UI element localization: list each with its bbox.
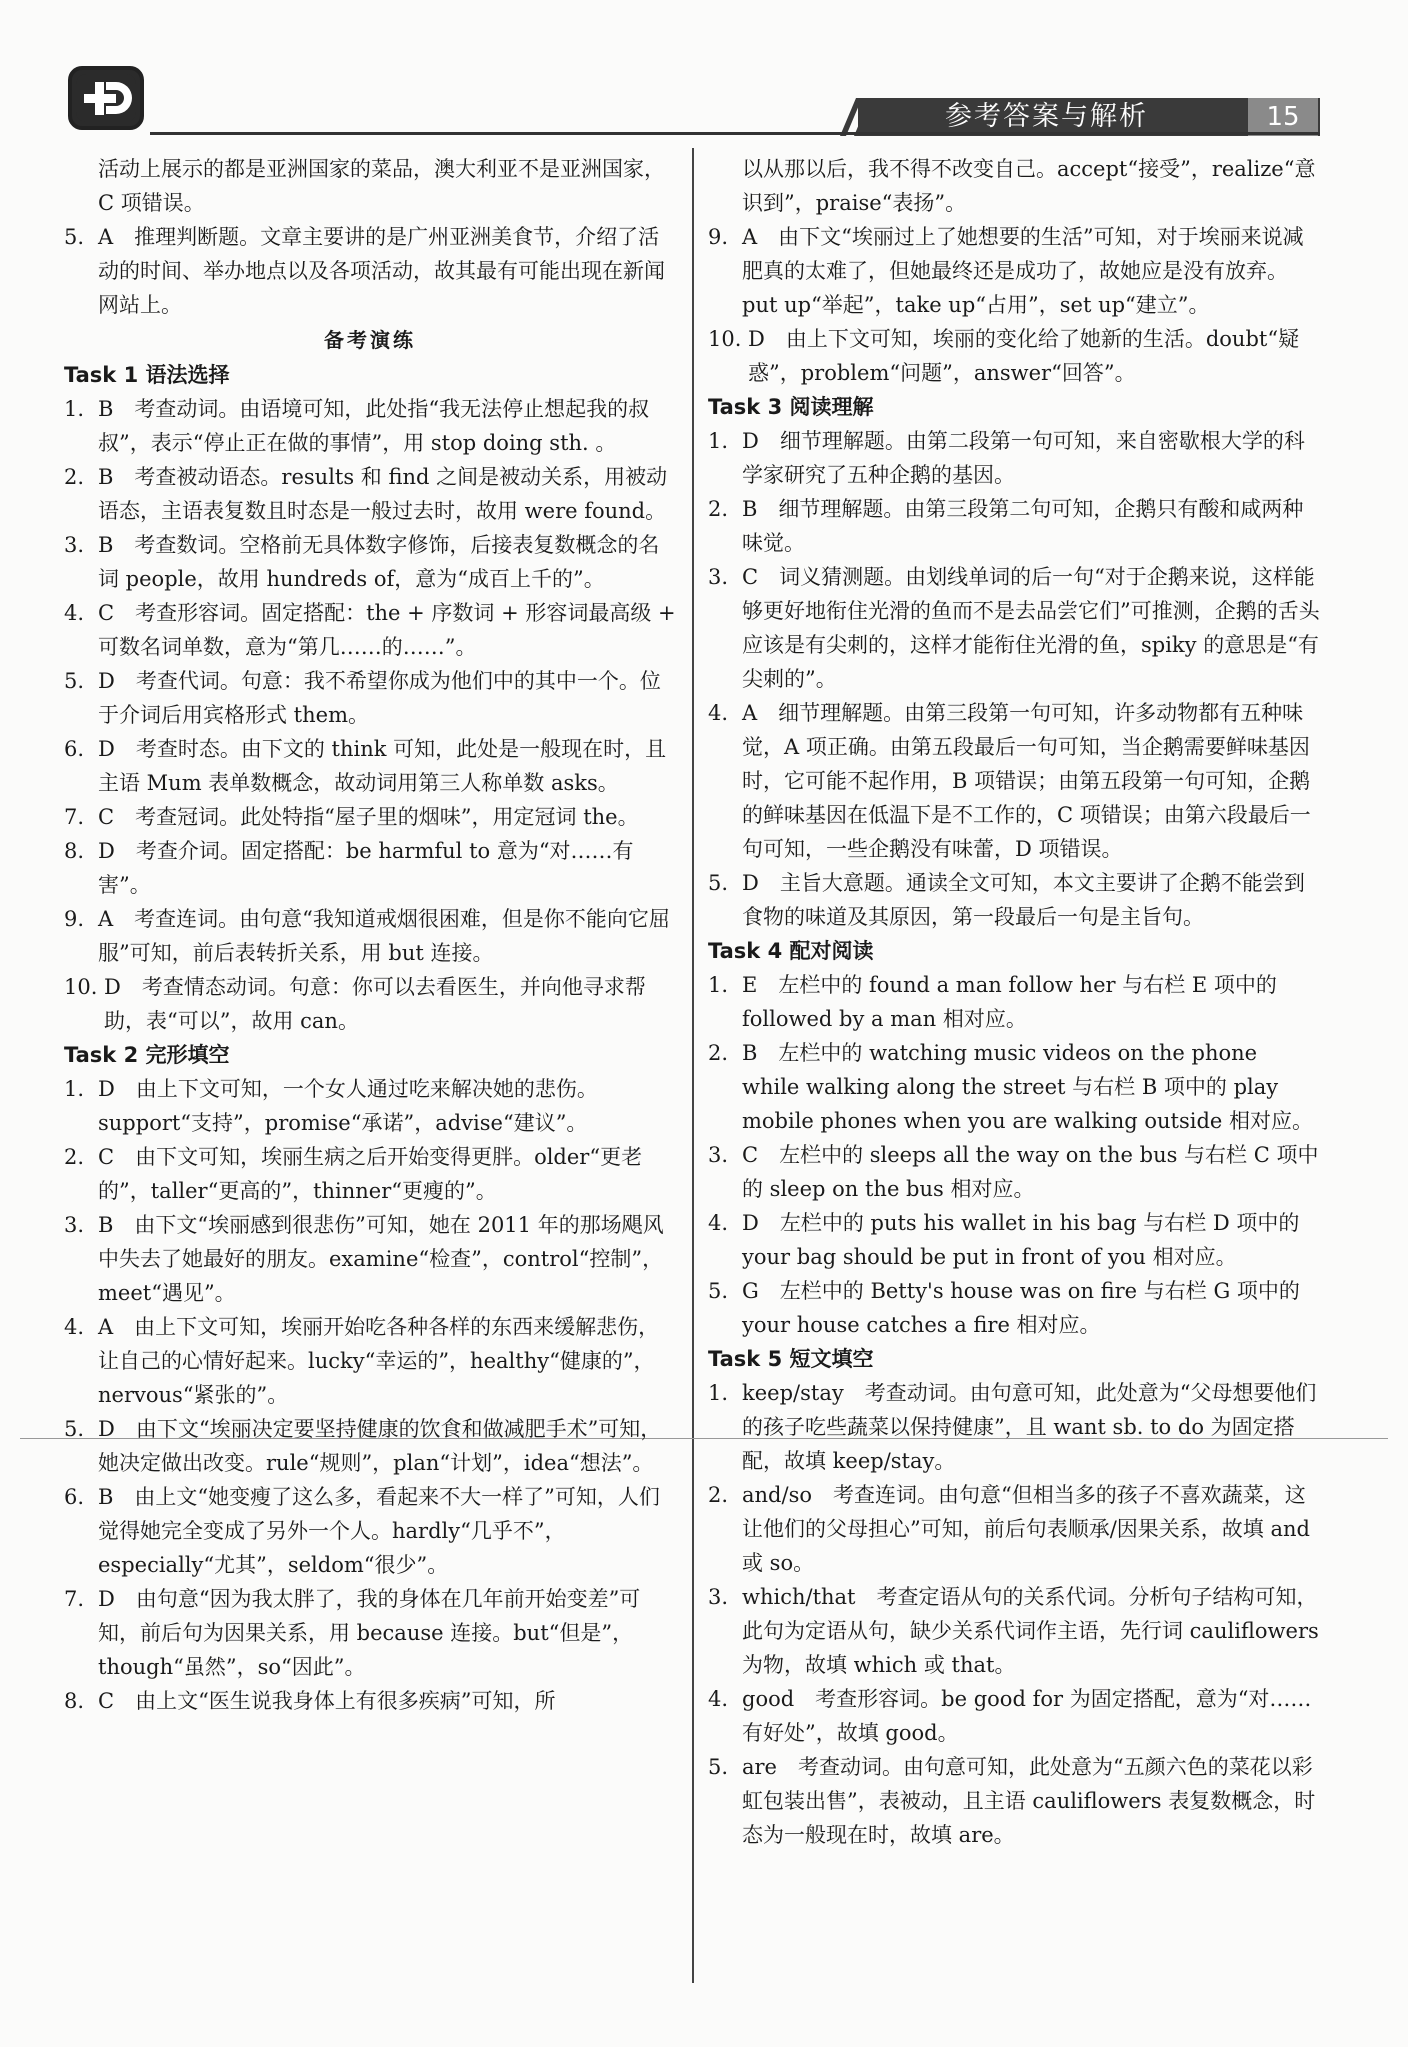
answer-text: D 主旨大意题。通读全文可知，本文主要讲了企鹅不能尝到食物的味道及其原因，第一段最后一句是主旨句。 xyxy=(742,871,1305,929)
answer-number: 5. xyxy=(708,1755,729,1779)
answer-text: E 左栏中的 found a man follow her 与右栏 E 项中的 followed by a man 相对应。 xyxy=(742,973,1277,1031)
answer-text: D 由上下文可知，埃丽的变化给了她新的生活。doubt“疑惑”，problem“问题”，answer“回答”。 xyxy=(748,327,1300,385)
answer-item xyxy=(708,1206,1320,1274)
header-rule xyxy=(150,132,1320,135)
task1-list xyxy=(64,392,676,1038)
answer-item xyxy=(64,1582,676,1684)
answer-number: 10. xyxy=(64,975,98,999)
answer-text: D 考查代词。句意：我不希望你成为他们中的其中一个。位于介词后用宾格形式 them。 xyxy=(98,669,661,727)
answer-text: C 由下文可知，埃丽生病之后开始变得更胖。older“更老的”，taller“更高的”，thinner“更瘦的”。 xyxy=(98,1145,643,1203)
answer-number: 1. xyxy=(708,973,729,997)
task2-title: Task 2 完形填空 xyxy=(64,1043,230,1067)
answer-item xyxy=(708,492,1320,560)
answer-item xyxy=(64,664,676,732)
answer-text: D 由上下文可知，一个女人通过吃来解决她的悲伤。support“支持”，promise“承诺”，advise“建议”。 xyxy=(98,1077,598,1135)
answer-number: 9. xyxy=(708,225,729,249)
answer-number: 9. xyxy=(64,907,85,931)
answer-text: D 考查情态动词。句意：你可以去看医生，并向他寻求帮助，表“可以”，故用 can。 xyxy=(104,975,646,1033)
answer-number: 2. xyxy=(708,497,729,521)
answer-item xyxy=(64,1208,676,1310)
answer-number: 6. xyxy=(64,737,85,761)
task5-title: Task 5 短文填空 xyxy=(708,1347,874,1371)
answer-item xyxy=(708,866,1320,934)
answer-text: C 由上文“医生说我身体上有很多疾病”可知，所 xyxy=(98,1689,556,1713)
answer-text: B 考查数词。空格前无具体数字修饰，后接表复数概念的名词 people，故用 hundreds of，意为“成百上千的”。 xyxy=(98,533,660,591)
answer-item xyxy=(64,460,676,528)
header-title: 参考答案与解析 xyxy=(945,101,1148,132)
answer-number: 3. xyxy=(64,533,85,557)
answer-item xyxy=(64,834,676,902)
answer-item xyxy=(708,560,1320,696)
answer-number: 4. xyxy=(708,1211,729,1235)
answer-item xyxy=(64,800,676,834)
answer-item xyxy=(708,1036,1320,1138)
task3-list xyxy=(708,424,1320,934)
answer-number: 2. xyxy=(708,1041,729,1065)
answer-number: 1. xyxy=(64,1077,85,1101)
answer-number: 7. xyxy=(64,805,85,829)
answer-number: 7. xyxy=(64,1587,85,1611)
answer-item xyxy=(64,902,676,970)
answer-number: 4. xyxy=(708,701,729,725)
answer-text: C 考查冠词。此处特指“屋子里的烟味”，用定冠词 the。 xyxy=(98,805,639,829)
answer-item xyxy=(708,1274,1320,1342)
answer-text: G 左栏中的 Betty's house was on fire 与右栏 G 项中的 your house catches a fire 相对应。 xyxy=(742,1279,1300,1337)
answer-item xyxy=(708,1682,1320,1750)
answer-item xyxy=(64,970,676,1038)
answer-item xyxy=(64,1412,676,1480)
answer-text: D 考查介词。固定搭配：be harmful to 意为“对……有害”。 xyxy=(98,839,634,897)
left-column xyxy=(64,152,676,1982)
answer-number: 5. xyxy=(64,1417,85,1441)
answer-text: keep/stay 考查动词。由句意可知，此处意为“父母想要他们的孩子吃些蔬菜以保持健康”，且 want sb. to do 为固定搭配，故填 keep/stay。 xyxy=(742,1381,1317,1473)
answer-text: A 由下文“埃丽过上了她想要的生活”可知，对于埃丽来说减肥真的太难了，但她最终还是成功了，故她应是没有放弃。put up“举起”，take up“占用”，set up“建立”。 xyxy=(742,225,1304,317)
task5-list xyxy=(708,1376,1320,1852)
answer-number: 5. xyxy=(64,669,85,693)
answer-text: D 考查时态。由下文的 think 可知，此处是一般现在时，且主语 Mum 表单数概念，故动词用第三人称单数 asks。 xyxy=(98,737,667,795)
answer-item xyxy=(708,1580,1320,1682)
answer-text: B 考查动词。由语境可知，此处指“我无法停止想起我的叔叔”，表示“停止正在做的事情”，用 stop doing sth. 。 xyxy=(98,397,650,455)
answer-item xyxy=(64,1072,676,1140)
answer-item xyxy=(64,1140,676,1208)
answer-number: 1. xyxy=(708,1381,729,1405)
answer-text: D 细节理解题。由第二段第一句可知，来自密歇根大学的科学家研究了五种企鹅的基因。 xyxy=(742,429,1305,487)
answer-number: 3. xyxy=(708,1143,729,1167)
answer-number: 8. xyxy=(64,839,85,863)
answer-number: 5. xyxy=(708,1279,729,1303)
answer-number: 2. xyxy=(64,465,85,489)
answer-number: 3. xyxy=(64,1213,85,1237)
answer-text: B 由下文“埃丽感到很悲伤”可知，她在 2011 年的那场飓风中失去了她最好的朋友。examine“检查”，control“控制”，meet“遇见”。 xyxy=(98,1213,664,1305)
answer-number: 5. xyxy=(708,871,729,895)
answer-text: D 由下文“埃丽决定要坚持健康的饮食和做减肥手术”可知，她决定做出改变。rule“规则”，plan“计划”，idea“想法”。 xyxy=(98,1417,662,1475)
answer-item xyxy=(64,1480,676,1582)
answer-item xyxy=(64,596,676,664)
answer-text: C 词义猜测题。由划线单词的后一句“对于企鹅来说，这样能够更好地衔住光滑的鱼而不是去品尝它们”可推测，企鹅的舌头应该是有尖刺的，这样才能衔住光滑的鱼，spiky 的意思是“有尖刺的”。 xyxy=(742,565,1320,691)
answer-item: 5. A 推理判断题。文章主要讲的是广州亚洲美食节，介绍了活动的时间、举办地点以及各项活动，故其最有可能出现在新闻网站上。 xyxy=(64,225,665,317)
answer-item xyxy=(708,696,1320,866)
answer-text: are 考查动词。由句意可知，此处意为“五颜六色的菜花以彩虹包装出售”，表被动，且主语 cauliflowers 表复数概念，时态为一般现在时，故填 are。 xyxy=(742,1755,1316,1847)
answer-text: C 考查形容词。固定搭配：the + 序数词 + 形容词最高级 + 可数名词单数，意为“第几……的……”。 xyxy=(98,601,676,659)
answer-text: good 考查形容词。be good for 为固定搭配，意为“对……有好处”，故填 good。 xyxy=(742,1687,1312,1745)
answer-text: B 细节理解题。由第三段第二句可知，企鹅只有酸和咸两种味觉。 xyxy=(742,497,1304,555)
answer-number: 6. xyxy=(64,1485,85,1509)
answer-item xyxy=(64,1310,676,1412)
task4-title: Task 4 配对阅读 xyxy=(708,939,874,963)
answer-number: 3. xyxy=(708,1585,729,1609)
answer-number: 2. xyxy=(64,1145,85,1169)
answer-text: B 由上文“她变瘦了这么多，看起来不大一样了”可知，人们觉得她完全变成了另外一个人。hardly“几乎不”，especially“尤其”，seldom“很少”。 xyxy=(98,1485,660,1577)
answer-item xyxy=(708,1478,1320,1580)
answer-item xyxy=(708,1750,1320,1852)
task1-title: Task 1 语法选择 xyxy=(64,363,230,387)
answer-text: and/so 考查连词。由句意“但相当多的孩子不喜欢蔬菜，这让他们的父母担心”可知，前后句表顺承/因果关系，故填 and 或 so。 xyxy=(742,1483,1310,1575)
answer-item xyxy=(708,968,1320,1036)
continued-text: 活动上展示的都是亚洲国家的菜品，澳大利亚不是亚洲国家，C 项错误。 xyxy=(98,157,665,215)
answer-number: 4. xyxy=(64,1315,85,1339)
right-column xyxy=(708,152,1320,1982)
answer-number: 1. xyxy=(64,397,85,421)
logo-icon xyxy=(68,66,144,130)
answer-item xyxy=(64,732,676,800)
section-title: 备考演练 xyxy=(324,328,416,352)
page-number: 15 xyxy=(1248,98,1318,136)
answer-item xyxy=(64,1684,676,1718)
answer-number: 8. xyxy=(64,1689,85,1713)
answer-text: A 由上下文可知，埃丽开始吃各种各样的东西来缓解悲伤，让自己的心情好起来。lucky“幸运的”，healthy“健康的”，nervous“紧张的”。 xyxy=(98,1315,660,1407)
answer-number: 4. xyxy=(64,601,85,625)
answer-text: B 考查被动语态。results 和 find 之间是被动关系，用被动语态，主语表复数且时态是一般过去时，故用 were found。 xyxy=(98,465,668,523)
column-divider xyxy=(692,148,694,1983)
answer-number: 3. xyxy=(708,565,729,589)
task2-continued-list xyxy=(708,220,1320,390)
task4-list xyxy=(708,968,1320,1342)
task3-title: Task 3 阅读理解 xyxy=(708,395,874,419)
continued-text: 以从那以后，我不得不改变自己。accept“接受”，realize“意识到”，praise“表扬”。 xyxy=(742,157,1316,215)
answer-item xyxy=(64,528,676,596)
answer-item xyxy=(708,1138,1320,1206)
answer-text: C 左栏中的 sleeps all the way on the bus 与右栏 C 项中的 sleep on the bus 相对应。 xyxy=(742,1143,1319,1201)
answer-text: A 细节理解题。由第三段第一句可知，许多动物都有五种味觉，A 项正确。由第五段最后一句可知，当企鹅需要鲜味基因时，它可能不起作用，B 项错误；由第五段第一句可知，企鹅的鲜味基因在低温下是不工作的，C 项错误；由第六段最后一句可知，一些企鹅没有味蕾，D 项错误。 xyxy=(742,701,1311,861)
answer-text: D 左栏中的 puts his wallet in his bag 与右栏 D 项中的 your bag should be put in front of you 相对应。 xyxy=(742,1211,1300,1269)
answer-text: which/that 考查定语从句的关系代词。分析句子结构可知，此句为定语从句，缺少关系代词作主语，先行词 cauliflowers 为物，故填 which 或 that。 xyxy=(742,1585,1319,1677)
answer-text: B 左栏中的 watching music videos on the phone while walking along the street 与右栏 B 项中的 play mobile phones when you are walking outside 相对应。 xyxy=(742,1041,1313,1133)
answer-item xyxy=(708,322,1320,390)
answer-number: 1. xyxy=(708,429,729,453)
answer-item xyxy=(708,220,1320,322)
answer-number: 4. xyxy=(708,1687,729,1711)
answer-item xyxy=(64,392,676,460)
answer-text: A 考查连词。由句意“我知道戒烟很困难，但是你不能向它屈服”可知，前后表转折关系，用 but 连接。 xyxy=(98,907,670,965)
answer-number: 10. xyxy=(708,327,742,351)
answer-item xyxy=(708,1376,1320,1478)
task2-list xyxy=(64,1072,676,1718)
answer-item xyxy=(708,424,1320,492)
answer-text: D 由句意“因为我太胖了，我的身体在几年前开始变差”可知，前后句为因果关系，用 because 连接。but“但是”，though“虽然”，so“因此”。 xyxy=(98,1587,641,1679)
answer-number: 2. xyxy=(708,1483,729,1507)
